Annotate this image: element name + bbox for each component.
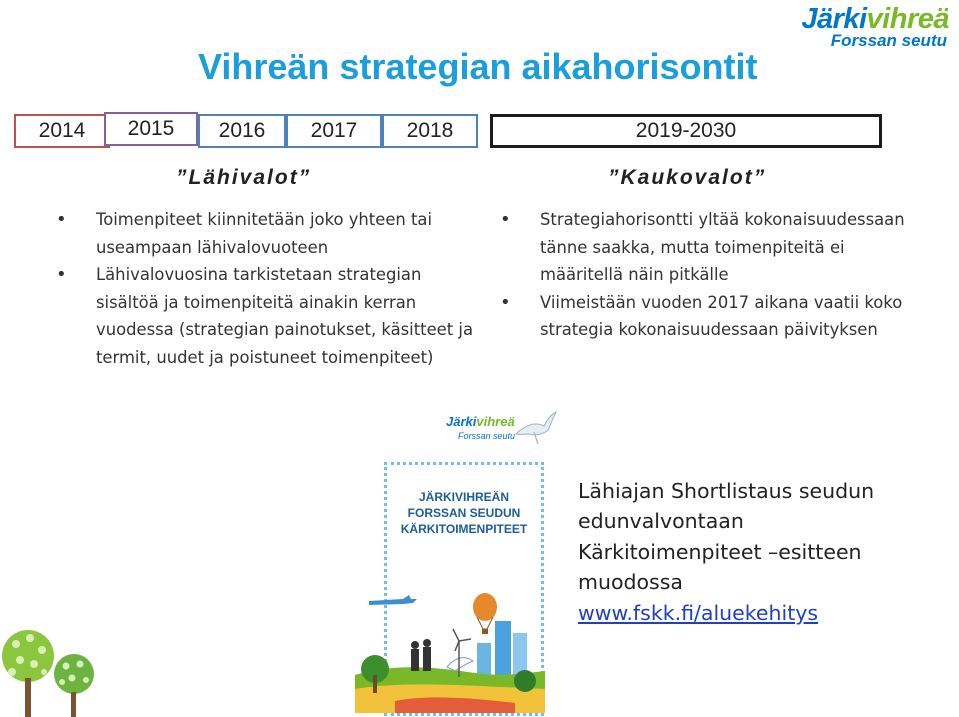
logo-part1: Järki <box>801 3 867 35</box>
karkitoimenpiteet-poster <box>384 462 544 716</box>
poster-illustration <box>355 577 545 713</box>
mini-logo-part2: vihreä <box>476 414 515 429</box>
poster-title-line1: JÄRKIVIHREÄN <box>418 490 509 504</box>
logo-subtitle: Forssan seutu <box>830 31 947 50</box>
year-box-2016: 2016 <box>198 114 286 148</box>
poster-title-line2: FORSSAN SEUDUN <box>407 506 521 520</box>
tree-icon <box>2 630 54 717</box>
page-title: Vihreän strategian aikahorisontit <box>198 46 758 87</box>
list-item: • Lähivalovuosina tarkistetaan strategian sisältöä ja toimenpiteitä ainakin kerran vuodessa (strategian painotukset, käsitteet ja termit, uudet ja poistuneet toimenpiteet) <box>56 261 476 371</box>
list-item: • Viimeistään vuoden 2017 aikana vaatii koko strategia kokonaisuudessaan päivityksen <box>500 289 920 344</box>
bird-icon <box>514 410 558 446</box>
aluekehitys-link[interactable]: www.fskk.fi/aluekehitys <box>578 600 819 625</box>
poster-title-line3: KÄRKITOIMENPITEET <box>400 522 528 536</box>
jarkivihrea-logo <box>779 3 949 50</box>
shortlist-line: muodossa <box>578 570 683 595</box>
shortlist-line: Kärkitoimenpiteet –esitteen <box>578 539 862 564</box>
list-item: • Strategiahorisontti yltää kokonaisuudessaan tänne saakka, mutta toimenpiteitä ei määritellä näin pitkälle <box>500 206 920 289</box>
year-box-2014: 2014 <box>14 114 110 148</box>
shortlist-text <box>578 476 948 628</box>
year-box-2017: 2017 <box>286 114 382 148</box>
year-box-2019-2030: 2019-2030 <box>490 114 882 148</box>
kaukovalot-heading: ”Kaukovalot” <box>608 166 767 189</box>
tree-icon <box>54 654 94 717</box>
shortlist-line: Lähiajan Shortlistaus seudun <box>578 479 875 503</box>
mini-logo <box>440 410 560 450</box>
shortlist-line: edunvalvontaan <box>578 509 744 534</box>
mini-logo-subtitle: Forssan seutu <box>458 431 516 441</box>
mini-logo-part1: Järki <box>446 414 477 429</box>
list-item: • Toimenpiteet kiinnitetään joko yhteen tai useampaan lähivalovuoteen <box>56 206 476 261</box>
logo-part2: vihreä <box>866 3 949 35</box>
kaukovalot-list <box>500 206 920 344</box>
lahivalot-heading: ”Lähivalot” <box>176 166 312 189</box>
year-box-2018: 2018 <box>382 114 478 148</box>
poster-title <box>387 489 541 537</box>
year-box-2015: 2015 <box>104 112 198 146</box>
trees-illustration <box>0 598 100 717</box>
lahivalot-list <box>56 206 476 372</box>
